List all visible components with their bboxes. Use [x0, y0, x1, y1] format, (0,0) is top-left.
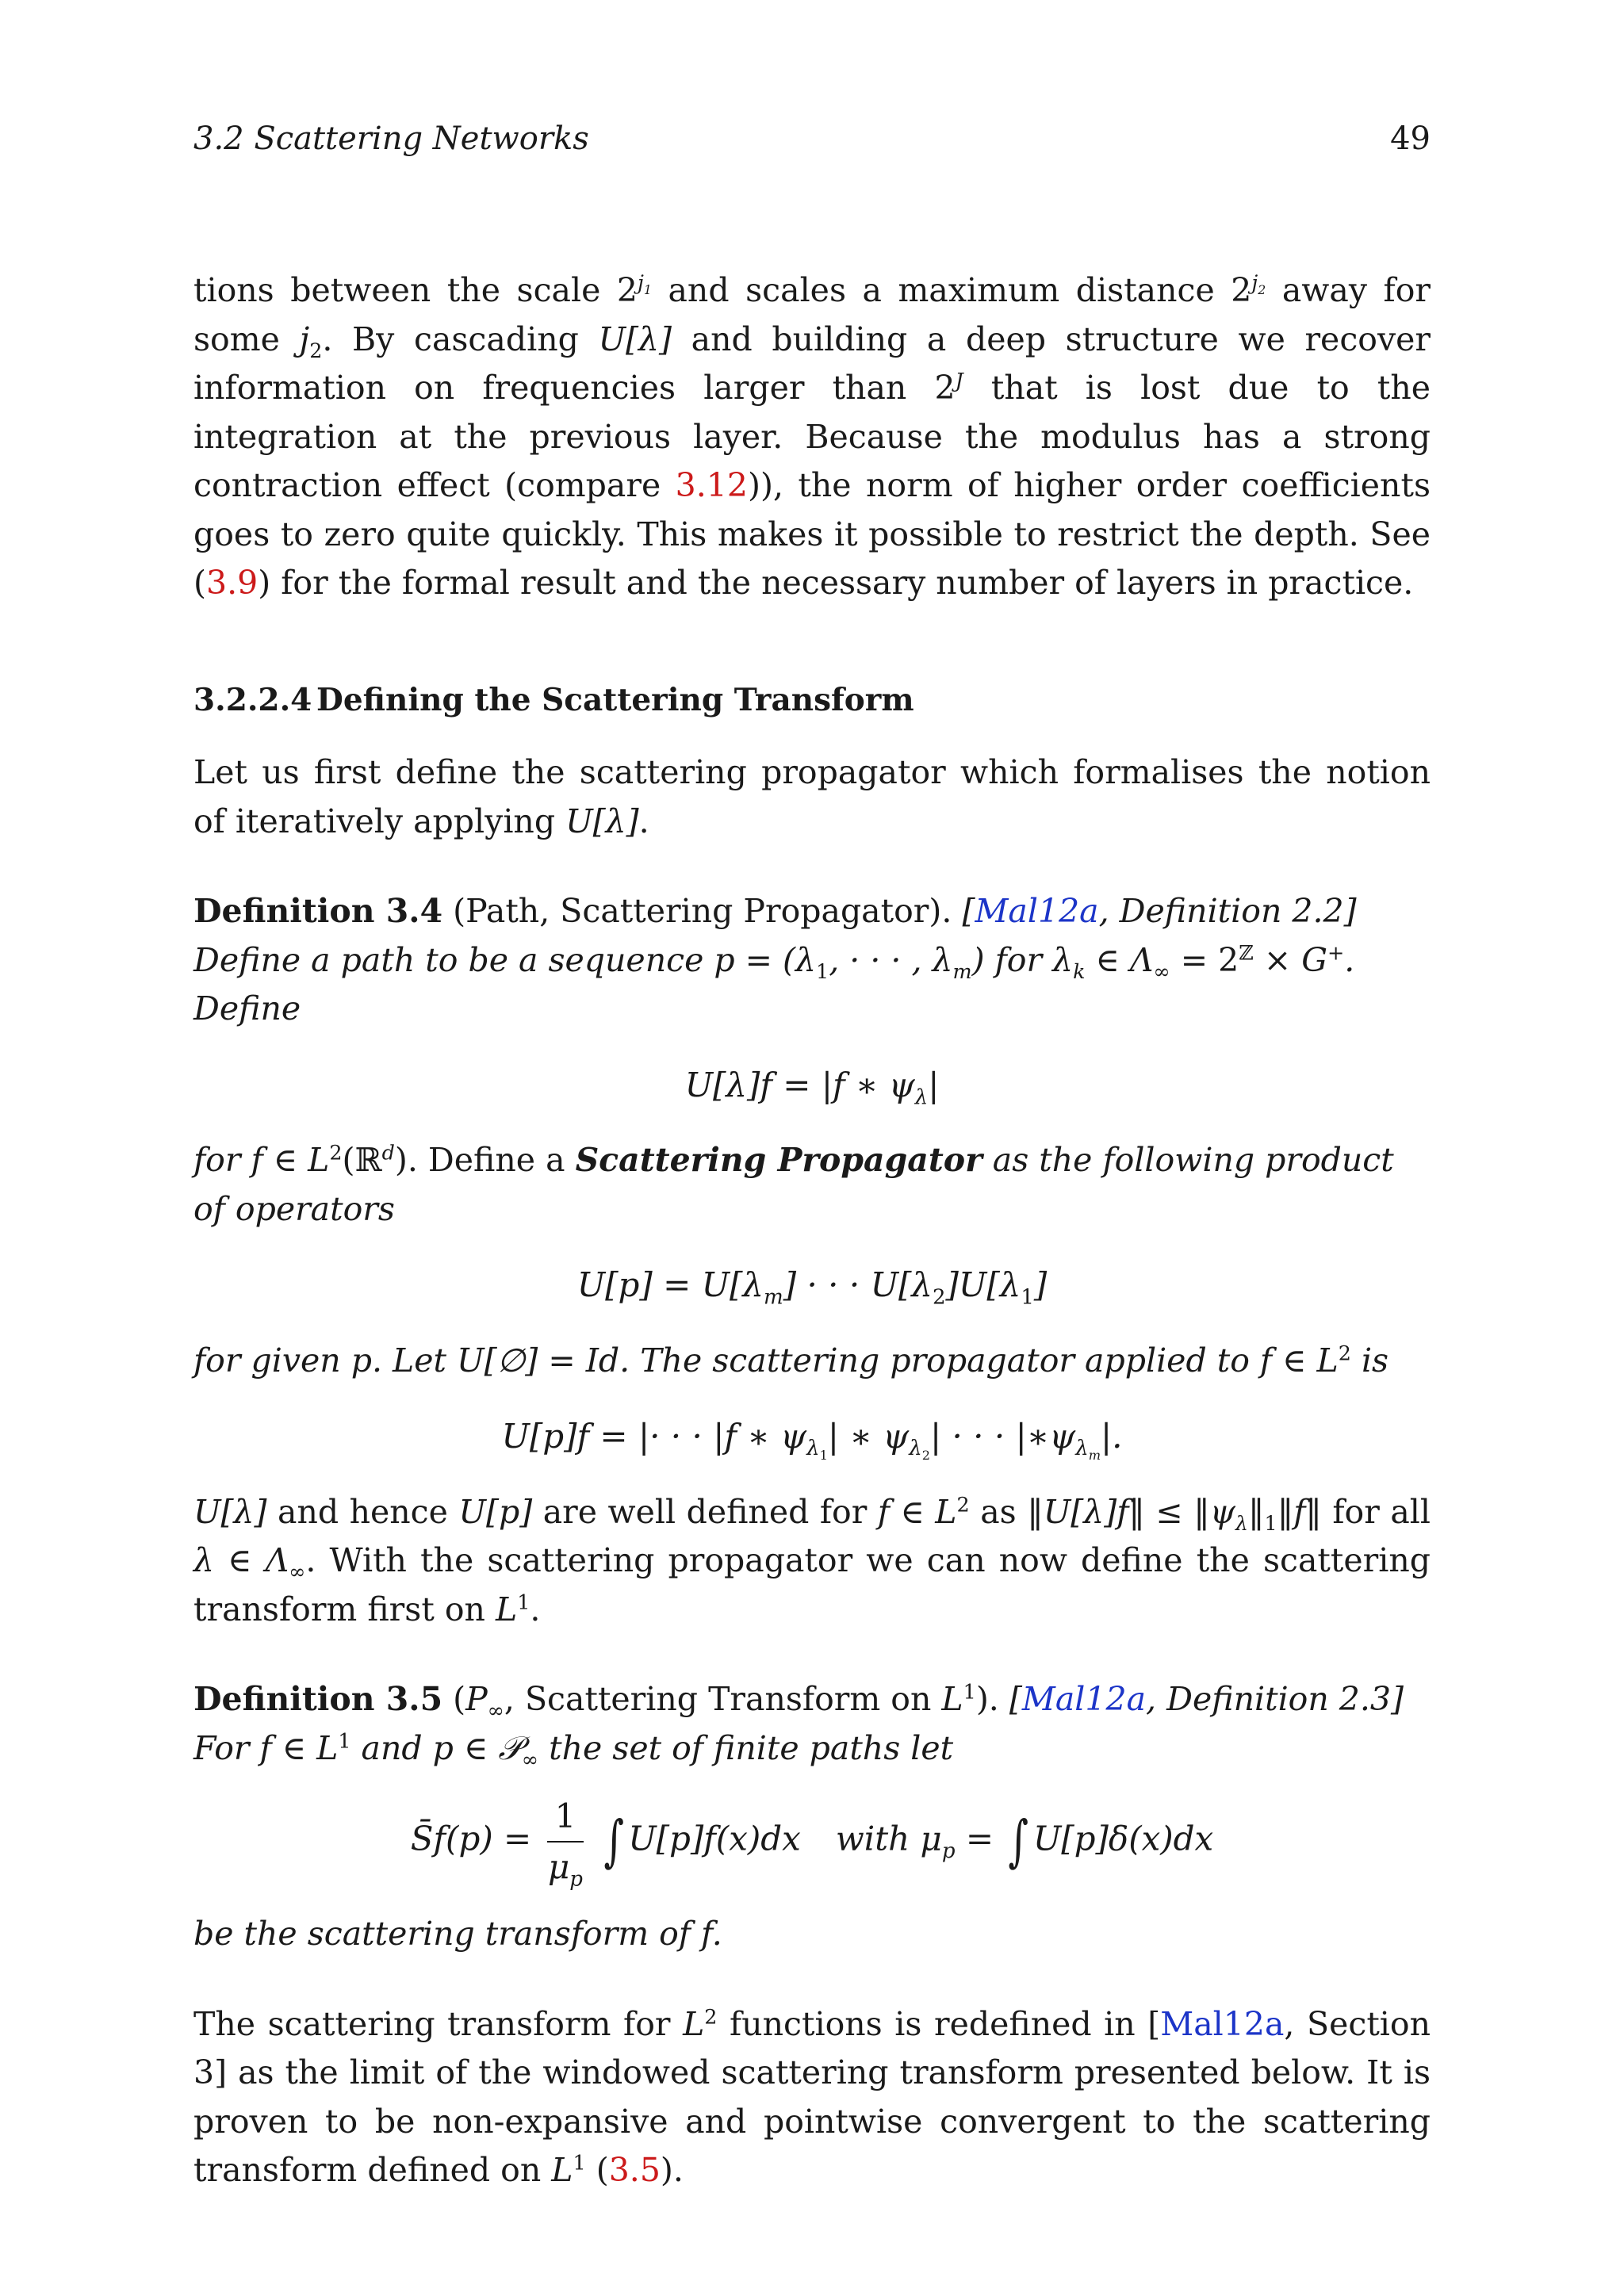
citation-link[interactable]: Mal12a: [1160, 2004, 1285, 2043]
integral-sign-icon: ∫: [603, 1808, 624, 1873]
equation: U[p]f = |· · · |f ∗ $\psi_{\lambda_1}|$ ∗ $\psi_{\lambda_2}|$ · · · $|∗\psi_{\lambda_m}|$.: [501, 1417, 1123, 1464]
equation-ref-link[interactable]: 3.5: [608, 2151, 661, 2189]
paragraph-intro: Let us first define the scattering propagator which formalises the notion of iteratively applying U[λ].: [193, 753, 1431, 840]
equation-ref-link[interactable]: 3.12: [675, 466, 748, 504]
fraction: $\frac{1}{\mu_p}$: [547, 1792, 584, 1891]
citation-link[interactable]: Mal12a: [1021, 1680, 1147, 1718]
definition-3-4: Definition 3.4 (Path, Scattering Propagator). [Mal12a, Definition 2.2] Define a path to be a sequence $p = (\lambda_1$, · · · , $\lambda_m$) for $\lambda_k$ ∈ $\Lambda_\infty = 2^ℤ \times G^+$. Define U[λ]f = |f ∗ $\psi_\lambda|$ for f ∈ $L^2(ℝ^d)$. Define a Scattering Propagator as the following product of operators $U[p] = U[\lambda_m]$ · · · $U[\lambda_2]U[\lambda_1]$ for given p. Let U[∅] = Id. The scattering propagator applied to f ∈ $L^2$ is U[p]f = |· · · |f ∗ $\psi_{\lambda_1}|$ ∗ $\psi_{\lambda_2}|$ · · · $|∗\psi_{\lambda_m}|$.: [193, 887, 1431, 1461]
citation-link[interactable]: Mal12a: [975, 892, 1099, 930]
section-title: 3.2 Scattering Networks: [193, 121, 589, 157]
paragraph-wellposed: U[λ] and hence U[p] are well defined for f ∈ $L^2$ as ‖U[λ]f‖ ≤ $‖\psi_\lambda‖_1‖f‖$ for all λ ∈ $\Lambda_\infty$. With the scattering propagator we can now define the scattering transform first on $L^1$.: [193, 1491, 1431, 1628]
equation-ref-link[interactable]: 3.9: [206, 564, 259, 602]
definition-3-5: Definition 3.5 ($P_\infty$, Scattering Transform on $L^1$). [Mal12a, Definition 2.3] For f ∈ $L^1$ and p ∈ 𝒫$_\infty$ the set of finite paths let S̄f(p) = $\frac{1}{\mu_p}$ ∫ U[p]f(x)dx with $\mu_p$ = ∫ U[p]δ(x)dx be the scattering transform of f.: [193, 1675, 1431, 1959]
equation: S̄f(p) = $\frac{1}{\mu_p}$ ∫ U[p]f(x)dx with $\mu_p$ = ∫ U[p]δ(x)dx: [193, 1792, 1431, 1891]
equation: $U[p] = U[\lambda_m]$ · · · $U[\lambda_2]U[\lambda_1]$: [576, 1265, 1048, 1310]
integral-sign-icon: ∫: [1008, 1808, 1029, 1873]
paragraph-continuation: tions between the scale $2^{j_1}$ and scales a maximum distance $2^{j_2}$ away for some $j_2$. By cascading U[λ] and building a deep structure we recover information on frequencies larger than $2^J$ that is lost due to the integration at the previous layer. Because the modulus has a strong contraction effect (compare 3.12)), the norm of higher order coefficients goes to zero quite quickly. This makes it possible to restrict the depth. See (3.9) for the formal result and the necessary number of layers in practice.: [193, 270, 1431, 602]
page-number: 49: [1390, 121, 1431, 157]
subsubsection-heading: 3.2.2.4 Defining the Scattering Transform: [193, 681, 914, 718]
equation: U[λ]f = |f ∗ $\psi_\lambda|$: [684, 1065, 940, 1109]
running-header: [193, 121, 1431, 168]
paragraph-l2: The scattering transform for $L^2$ functions is redefined in [Mal12a, Section 3] as the limit of the windowed scattering transform presented below. It is proven to be non-expansive and pointwise convergent to the scattering transform defined on $L^1$ (3.5).: [193, 2003, 1431, 2189]
page-body: [193, 266, 1431, 2195]
